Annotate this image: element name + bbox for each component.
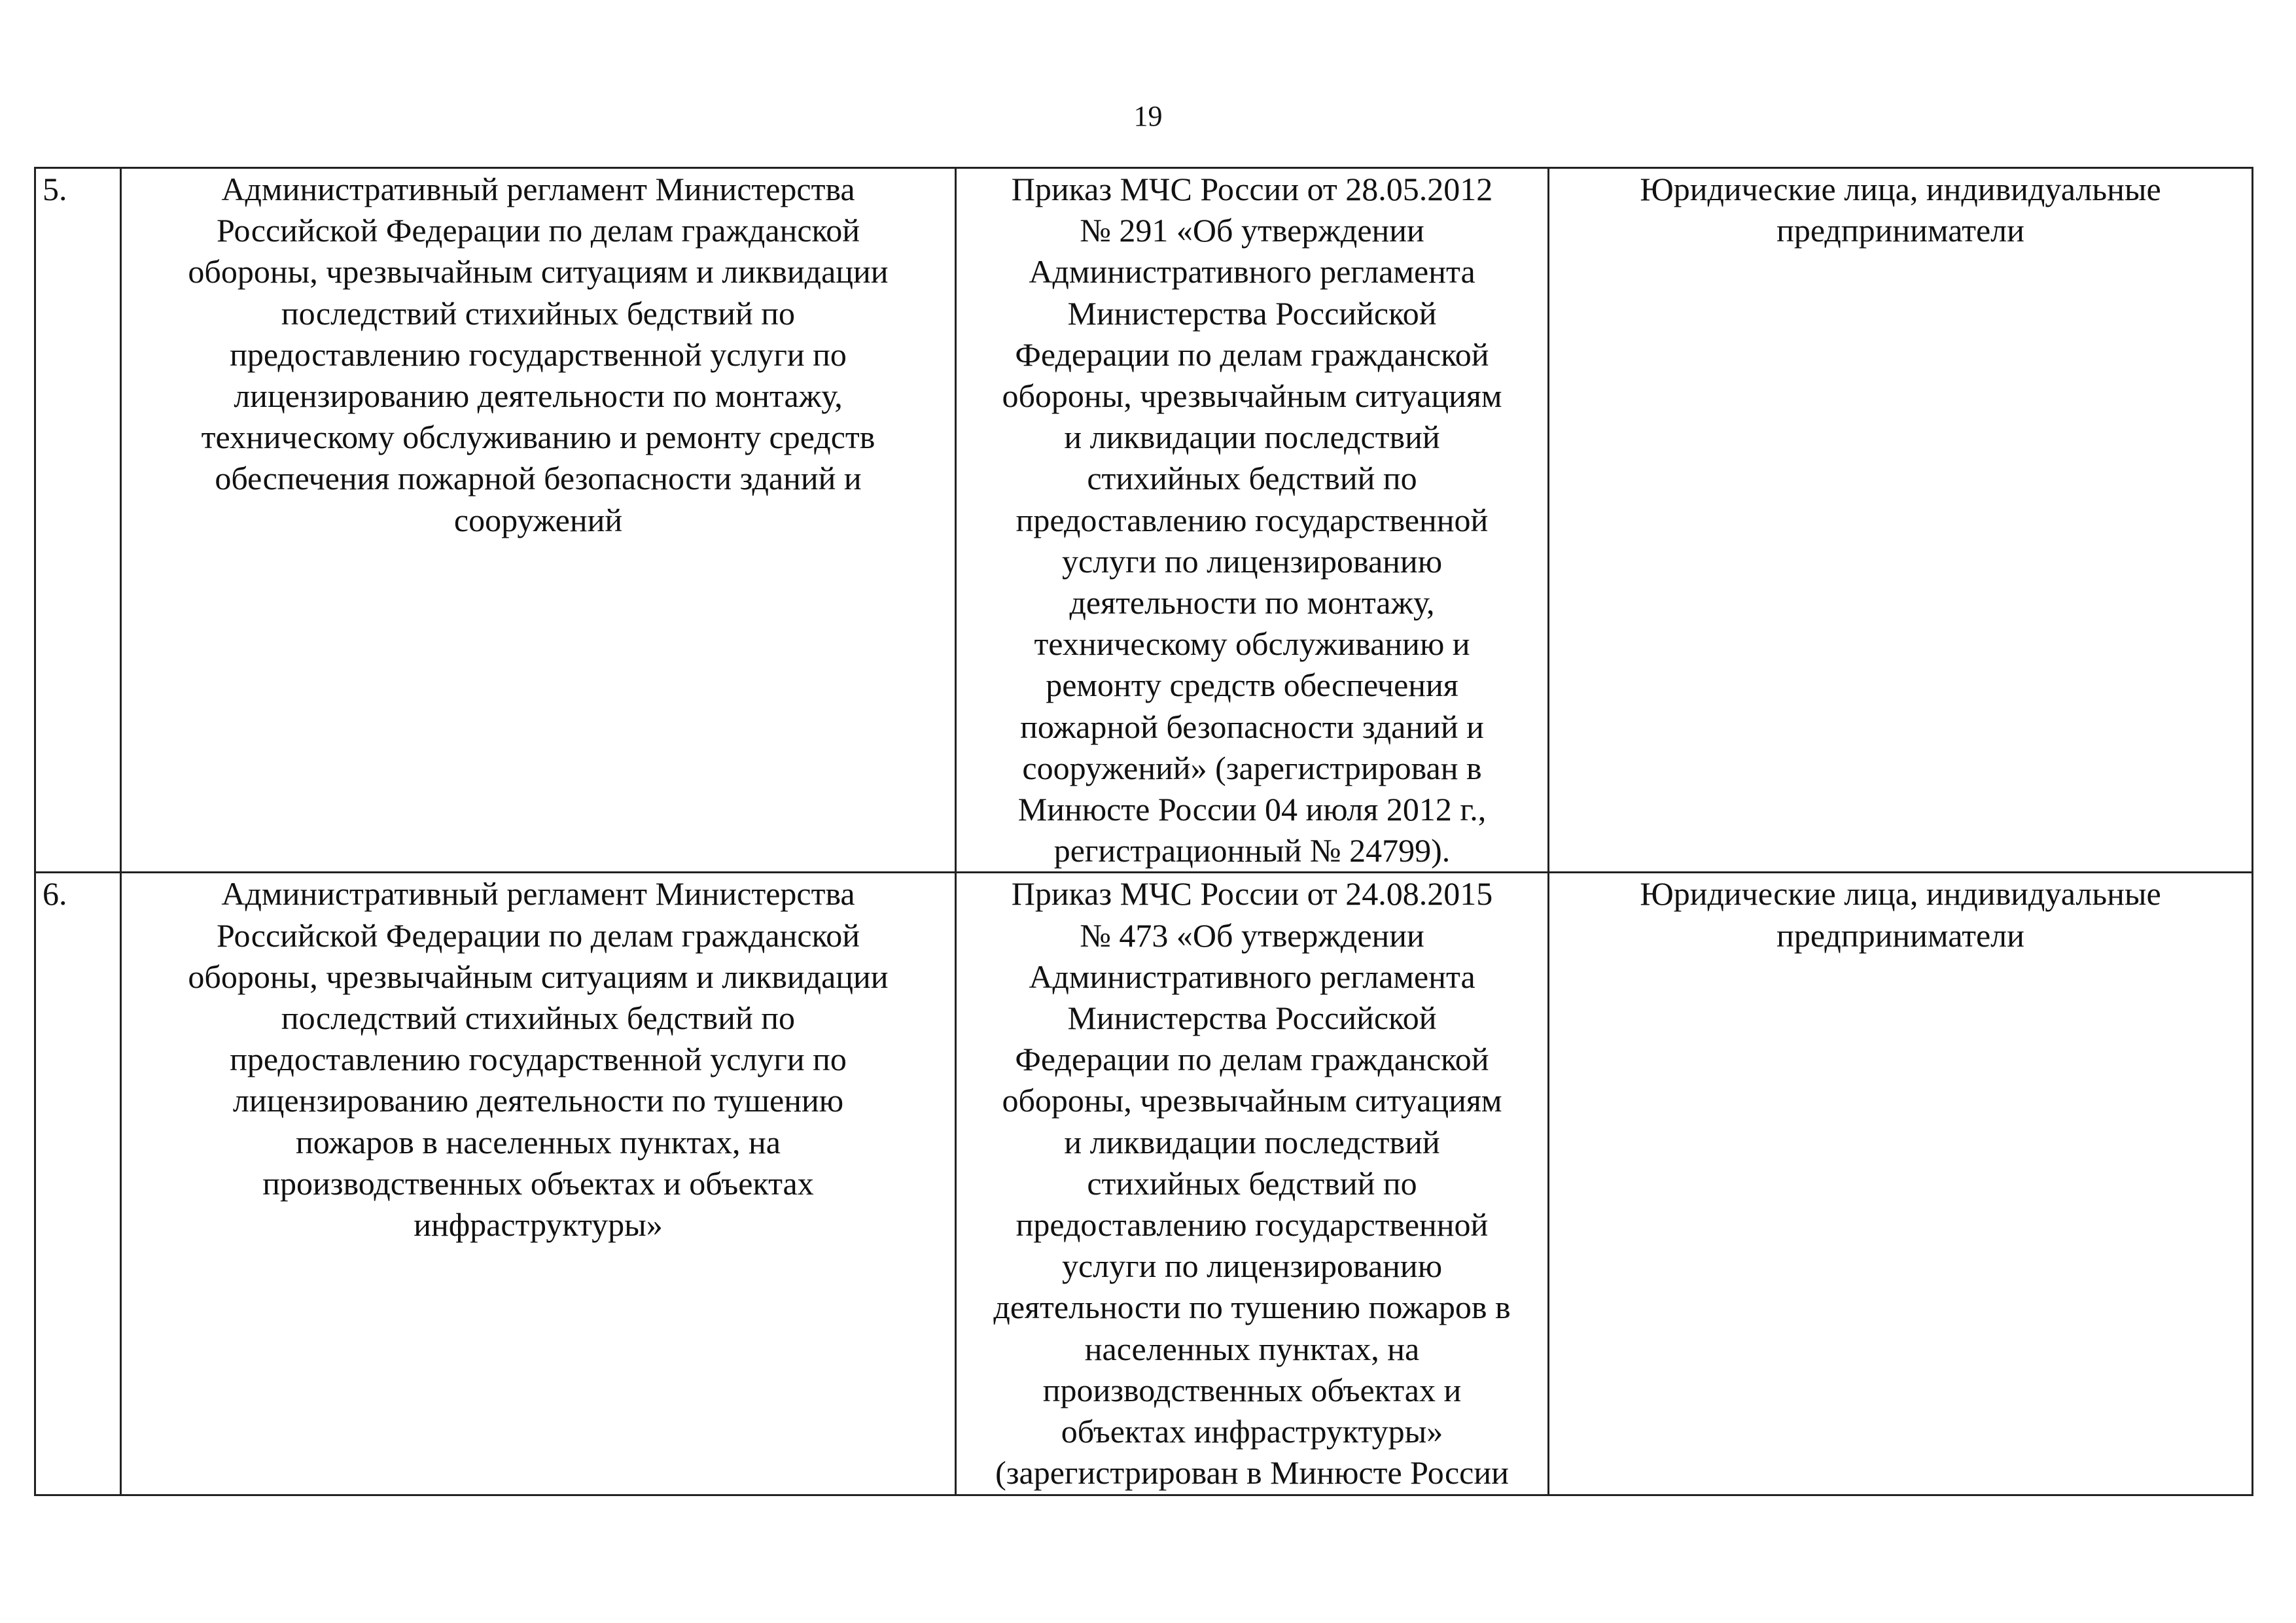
row-number: 5. (43, 171, 67, 207)
regulation-title: Административный регламент Министерства Российской Федерации по делам гражданской обороны, чрезвычайным ситуациям и ликвидации последствий стихийных бедствий по предоставлению государственной услуги по лицензированию деятельности по монтажу, техническому обслуживанию и ремонту средств обеспечения пожарной безопасности зданий и сооружений (188, 171, 889, 538)
regulation-cell (121, 873, 956, 1495)
table-row (35, 873, 2253, 1495)
row-number-cell (35, 873, 121, 1495)
subjects-cell (1549, 168, 2253, 873)
row-number: 6. (43, 875, 67, 913)
table-row (35, 168, 2253, 873)
regulation-cell (121, 168, 956, 873)
order-text: Приказ МЧС России от 28.05.2012 № 291 «Об утверждении Административного регламента Министерства Российской Федерации по делам гражданской обороны, чрезвычайным ситуациям и ликвидации последствий стихийных бедствий по предоставлению государственной услуги по лицензированию деятельности по монтажу, техническому обслуживанию и ремонту средств обеспечения пожарной безопасности зданий и сооружений» (зарегистрирован в Минюсте России 04 июля 2012 г., регистрационный № 24799). (1002, 171, 1502, 869)
subjects-cell (1549, 873, 2253, 1495)
regulation-title: Административный регламент Министерства Российской Федерации по делам гражданской обороны, чрезвычайным ситуациям и ликвидации последствий стихийных бедствий по предоставлению государственной услуги по лицензированию деятельности по тушению пожаров в населенных пунктах, на производственных объектах и объектах инфраструктуры» (188, 875, 889, 1244)
order-cell (956, 168, 1549, 873)
order-cell (956, 873, 1549, 1495)
subjects-text: Юридические лица, индивидуальные предприниматели (1640, 875, 2161, 954)
order-text: Приказ МЧС России от 24.08.2015 № 473 «Об утверждении Административного регламента Министерства Российской Федерации по делам гражданской обороны, чрезвычайным ситуациям и ликвидации последствий стихийных бедствий по предоставлению государственной услуги по лицензированию деятельности по тушению пожаров в населенных пунктах, на производственных объектах и объектах инфраструктуры» (зарегистрирован в Минюсте России (993, 875, 1511, 1492)
row-number-cell (35, 168, 121, 873)
regulations-table (34, 167, 2253, 1496)
page-number: 19 (1133, 100, 1163, 132)
subjects-text: Юридические лица, индивидуальные предприниматели (1640, 171, 2161, 249)
